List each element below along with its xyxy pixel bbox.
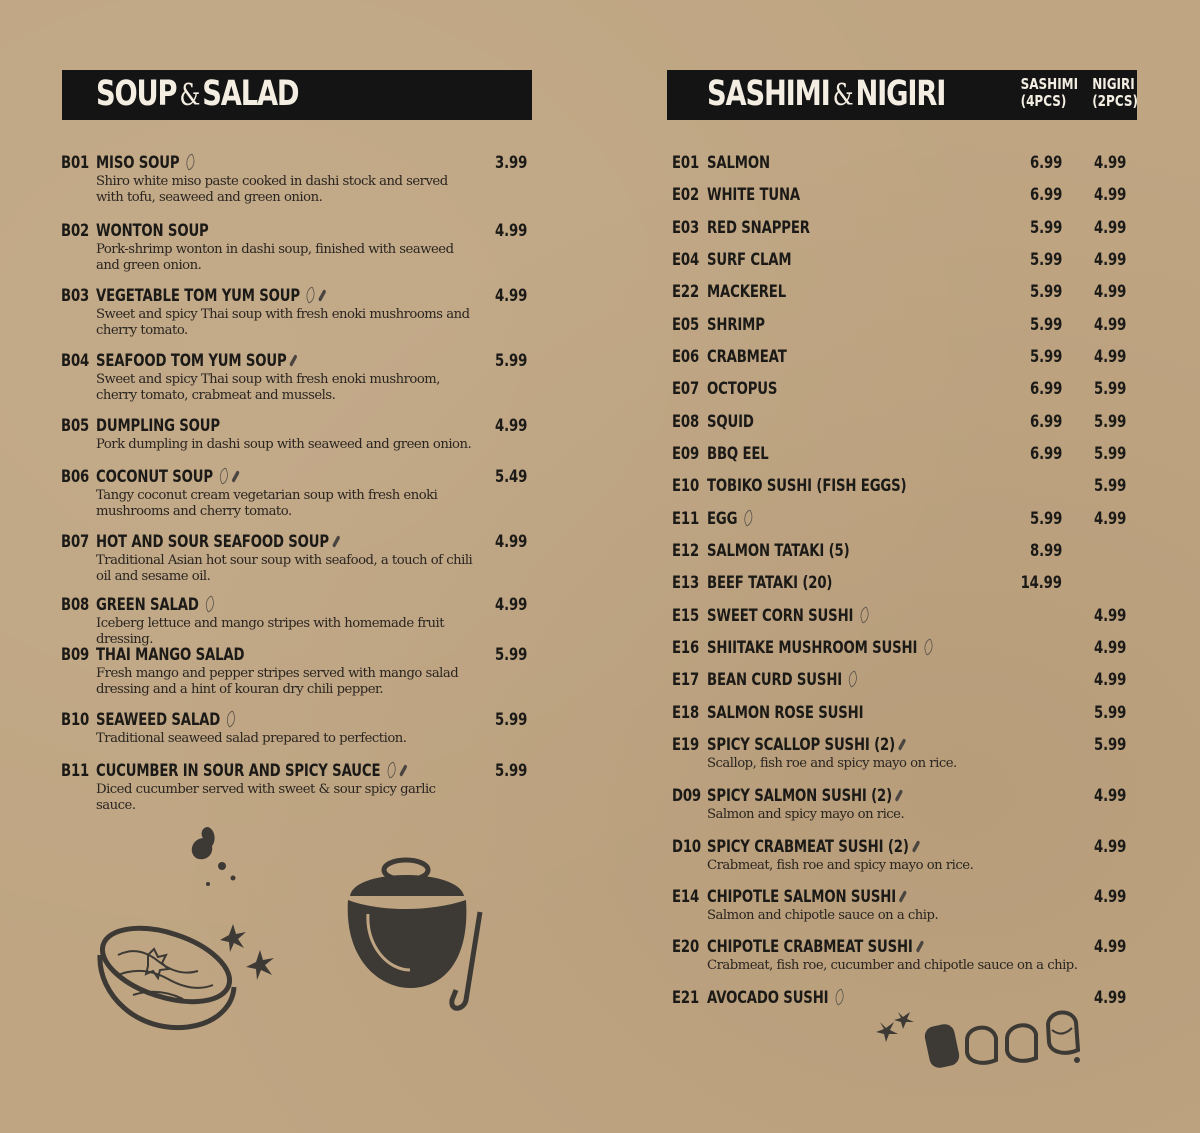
item-name (707, 837, 917, 857)
item-name (707, 282, 786, 302)
item-code: E08 (672, 412, 700, 432)
item-name-text: SEAWEED SALAD (96, 710, 221, 730)
leaf-icon (225, 710, 238, 728)
item-description: Fresh mango and pepper stripes served with mango salad dressing and a hint of kouran dry chili pepper. (96, 666, 459, 697)
item-name-text: CHIPOTLE SALMON SUSHI (707, 887, 896, 907)
item-name-text: SALMON TATAKI (5) (707, 541, 850, 561)
item-description: Iceberg lettuce and mango stripes with homemade fruit dressing. (96, 616, 445, 647)
item-name (707, 476, 906, 496)
leaf-icon (858, 606, 871, 624)
item-code: E10 (672, 476, 700, 496)
chili-pepper-icon (332, 535, 340, 548)
item-code: E05 (672, 315, 700, 335)
item-name-text: VEGETABLE TOM YUM SOUP (96, 286, 300, 306)
item-name (96, 467, 237, 487)
nigiri-price: 4.99 (1093, 670, 1126, 690)
sashimi-price: 5.99 (1029, 282, 1062, 302)
item-description: Diced cucumber served with sweet & sour spicy garlic sauce. (96, 782, 436, 813)
item-name-text: SHIITAKE MUSHROOM SUSHI (707, 638, 918, 658)
star-anise-icon (218, 922, 278, 982)
item-name-text: HOT AND SOUR SEAFOOD SOUP (96, 532, 329, 552)
leaf-icon (385, 761, 398, 779)
nigiri-price: 5.99 (1093, 476, 1126, 496)
sashimi-nigiri-title (707, 74, 945, 114)
item-description: Pork-shrimp wonton in dashi soup, finished with seaweed and green onion. (96, 242, 454, 273)
chili-pepper-icon (289, 354, 297, 367)
nigiri-price: 5.99 (1093, 703, 1126, 723)
item-name (96, 645, 244, 665)
item-code: E07 (672, 379, 700, 399)
nigiri-price: 4.99 (1093, 509, 1126, 529)
menu-item (672, 887, 1142, 927)
chili-pepper-icon (895, 789, 903, 802)
nigiri-column-pieces: (2PCS) (1092, 92, 1138, 110)
item-name (707, 412, 754, 432)
soup-pot-illustration (340, 850, 500, 1020)
item-name-text: CHIPOTLE CRABMEAT SUSHI (707, 937, 913, 957)
item-name (707, 606, 869, 626)
item-name (707, 703, 863, 723)
item-price: 5.99 (494, 351, 527, 371)
nigiri-price: 4.99 (1093, 937, 1126, 957)
sashimi-price: 5.99 (1029, 509, 1062, 529)
item-code: B07 (61, 532, 90, 552)
menu-item (61, 761, 531, 813)
menu-item (61, 351, 531, 403)
item-price: 5.49 (494, 467, 527, 487)
item-code: E04 (672, 250, 700, 270)
item-name-text: CUCUMBER IN SOUR AND SPICY SAUCE (96, 761, 381, 781)
nigiri-price: 4.99 (1093, 837, 1126, 857)
nigiri-price: 4.99 (1093, 988, 1126, 1008)
menu-item (61, 467, 531, 519)
menu-item (672, 837, 1142, 877)
item-code: E14 (672, 887, 700, 907)
item-name-text: SWEET CORN SUSHI (707, 606, 854, 626)
sashimi-price: 6.99 (1029, 444, 1062, 464)
menu-item (61, 532, 531, 584)
item-code: E17 (672, 670, 700, 690)
item-description: Traditional seaweed salad prepared to perfection. (96, 731, 407, 746)
item-name-text: WONTON SOUP (96, 221, 209, 241)
sashimi-price: 6.99 (1029, 185, 1062, 205)
item-code: E13 (672, 573, 700, 593)
menu-item (61, 595, 531, 647)
item-code: D09 (672, 786, 701, 806)
leaf-icon (846, 670, 859, 688)
item-name (707, 218, 810, 238)
item-name-text: BBQ EEL (707, 444, 769, 464)
item-name (96, 532, 338, 552)
item-name-text: SEAFOOD TOM YUM SOUP (96, 351, 287, 371)
sashimi-price: 8.99 (1029, 541, 1062, 561)
item-name (707, 887, 905, 907)
item-code: B05 (61, 416, 90, 436)
item-code: E09 (672, 444, 700, 464)
chili-pepper-icon (912, 840, 920, 853)
chili-pepper-icon (318, 289, 326, 302)
item-code: E15 (672, 606, 700, 626)
title-ampersand: & (179, 78, 200, 113)
item-code: E18 (672, 703, 700, 723)
item-price: 4.99 (494, 595, 527, 615)
item-name (96, 153, 195, 173)
item-name (707, 315, 765, 335)
soup-salad-header (62, 70, 532, 120)
item-name-text: MISO SOUP (96, 153, 180, 173)
item-name (707, 509, 753, 529)
item-description: Sweet and spicy Thai soup with fresh enoki mushroom, cherry tomato, crabmeat and mussels. (96, 372, 440, 403)
item-name-text: DUMPLING SOUP (96, 416, 220, 436)
menu-item (61, 645, 531, 697)
item-name (707, 347, 787, 367)
nigiri-price: 4.99 (1093, 315, 1126, 335)
item-name (96, 595, 214, 615)
item-name-text: SURF CLAM (707, 250, 792, 270)
nigiri-price: 5.99 (1093, 412, 1126, 432)
item-name-text: SPICY CRABMEAT SUSHI (2) (707, 837, 909, 857)
item-name-text: GREEN SALAD (96, 595, 199, 615)
nigiri-price: 5.99 (1093, 735, 1126, 755)
item-price: 3.99 (494, 153, 527, 173)
sauce-drops-illustration (178, 822, 248, 892)
item-name (707, 988, 844, 1008)
chili-pepper-icon (899, 890, 907, 903)
item-name-text: TOBIKO SUSHI (FISH EGGS) (707, 476, 907, 496)
nigiri-price: 4.99 (1093, 185, 1126, 205)
item-name-text: BEEF TATAKI (20) (707, 573, 833, 593)
item-name (96, 761, 405, 781)
item-name (96, 416, 220, 436)
item-name (707, 735, 904, 755)
item-name-text: EGG (707, 509, 738, 529)
item-description: Shiro white miso paste cooked in dashi stock and served with tofu, seaweed and green onion. (96, 174, 448, 205)
title-ampersand: & (832, 78, 853, 113)
item-description: Sweet and spicy Thai soup with fresh enoki mushrooms and cherry tomato. (96, 307, 470, 338)
nigiri-price: 4.99 (1093, 153, 1126, 173)
chili-pepper-icon (898, 738, 906, 751)
item-code: E16 (672, 638, 700, 658)
item-description: Salmon and spicy mayo on rice. (707, 807, 905, 822)
nigiri-column-header (1092, 75, 1138, 110)
leaf-icon (922, 638, 935, 656)
item-code: B10 (61, 710, 90, 730)
item-name-text: THAI MANGO SALAD (96, 645, 245, 665)
item-name (96, 710, 236, 730)
item-name-text: CRABMEAT (707, 347, 787, 367)
item-description: Tangy coconut cream vegetarian soup with fresh enoki mushrooms and cherry tomato. (96, 488, 438, 519)
item-description: Crabmeat, fish roe and spicy mayo on rice. (707, 858, 974, 873)
item-name (707, 937, 921, 957)
item-name-text: WHITE TUNA (707, 185, 800, 205)
item-name-text: AVOCADO SUSHI (707, 988, 829, 1008)
item-name (96, 221, 209, 241)
chili-pepper-icon (916, 940, 924, 953)
title-part1: SASHIMI (707, 74, 830, 114)
item-code: E21 (672, 988, 700, 1008)
item-name (707, 670, 858, 690)
sashimi-price: 5.99 (1029, 347, 1062, 367)
nigiri-price: 5.99 (1093, 444, 1126, 464)
item-name-text: SALMON (707, 153, 770, 173)
item-code: B08 (61, 595, 90, 615)
item-name (707, 786, 901, 806)
sashimi-nigiri-header (667, 70, 1137, 120)
item-code: E12 (672, 541, 700, 561)
item-description: Pork dumpling in dashi soup with seaweed and green onion. (96, 437, 472, 452)
item-description: Crabmeat, fish roe, cucumber and chipotle sauce on a chip. (707, 958, 1078, 973)
menu-item (672, 786, 1142, 826)
item-code: B11 (61, 761, 90, 781)
chili-pepper-icon (399, 764, 407, 777)
menu-item (61, 153, 531, 205)
item-price: 4.99 (494, 286, 527, 306)
item-code: B04 (61, 351, 90, 371)
leaf-icon (833, 988, 846, 1006)
sushi-pieces-illustration (872, 1000, 1102, 1090)
sashimi-column-header (1020, 75, 1079, 110)
menu-item (61, 710, 531, 754)
item-price: 4.99 (494, 532, 527, 552)
item-code: B01 (61, 153, 90, 173)
sashimi-price: 6.99 (1029, 412, 1062, 432)
item-name (707, 541, 849, 561)
item-name-text: SPICY SALMON SUSHI (2) (707, 786, 893, 806)
item-price: 4.99 (494, 416, 527, 436)
item-price: 5.99 (494, 761, 527, 781)
item-code: D10 (672, 837, 701, 857)
title-part2: NIGIRI (855, 74, 946, 114)
menu-item (61, 416, 531, 460)
nigiri-price: 4.99 (1093, 282, 1126, 302)
nigiri-price: 4.99 (1093, 606, 1126, 626)
item-name (96, 286, 324, 306)
nigiri-price: 4.99 (1093, 347, 1126, 367)
item-price: 4.99 (494, 221, 527, 241)
item-code: B03 (61, 286, 90, 306)
item-code: B06 (61, 467, 90, 487)
title-part1: SOUP (96, 74, 177, 114)
sashimi-price: 5.99 (1029, 218, 1062, 238)
sashimi-column-label: SASHIMI (1020, 75, 1079, 93)
item-name-text: OCTOPUS (707, 379, 778, 399)
item-name (707, 379, 777, 399)
item-name (96, 351, 295, 371)
leaf-icon (304, 286, 317, 304)
nigiri-price: 4.99 (1093, 887, 1126, 907)
title-part2: SALAD (202, 74, 299, 114)
menu-item (61, 221, 531, 273)
soup-salad-title (96, 74, 298, 114)
leaf-icon (184, 153, 197, 171)
sashimi-price: 6.99 (1029, 153, 1062, 173)
menu-item (672, 735, 1142, 775)
nigiri-price: 4.99 (1093, 638, 1126, 658)
nigiri-price: 4.99 (1093, 786, 1126, 806)
item-code: E06 (672, 347, 700, 367)
sashimi-price: 5.99 (1029, 315, 1062, 335)
nigiri-price: 4.99 (1093, 250, 1126, 270)
chili-pepper-icon (231, 470, 239, 483)
item-code: B09 (61, 645, 90, 665)
item-description: Salmon and chipotle sauce on a chip. (707, 908, 939, 923)
leaf-icon (203, 595, 216, 613)
item-name (707, 444, 769, 464)
leaf-icon (217, 467, 230, 485)
item-code: E19 (672, 735, 700, 755)
item-code: E02 (672, 185, 700, 205)
item-code: E22 (672, 282, 700, 302)
item-description: Scallop, fish roe and spicy mayo on rice. (707, 756, 957, 771)
item-code: B02 (61, 221, 90, 241)
item-description: Traditional Asian hot sour soup with seafood, a touch of chili oil and sesame oil. (96, 553, 473, 584)
item-price: 5.99 (494, 710, 527, 730)
item-name (707, 185, 800, 205)
item-name-text: SHRIMP (707, 315, 765, 335)
leaf-icon (742, 509, 755, 527)
sashimi-price: 14.99 (1020, 573, 1062, 593)
item-code: E11 (672, 509, 700, 529)
item-name-text: SALMON ROSE SUSHI (707, 703, 864, 723)
item-name-text: SQUID (707, 412, 754, 432)
nigiri-column-label: NIGIRI (1092, 75, 1135, 93)
item-name-text: COCONUT SOUP (96, 467, 213, 487)
item-name-text: SPICY SCALLOP SUSHI (2) (707, 735, 896, 755)
item-name (707, 153, 770, 173)
item-name-text: MACKEREL (707, 282, 786, 302)
item-name-text: BEAN CURD SUSHI (707, 670, 843, 690)
item-price: 5.99 (494, 645, 527, 665)
nigiri-price: 4.99 (1093, 218, 1126, 238)
item-name (707, 573, 832, 593)
item-code: E20 (672, 937, 700, 957)
item-code: E01 (672, 153, 700, 173)
item-code: E03 (672, 218, 700, 238)
item-name-text: RED SNAPPER (707, 218, 810, 238)
item-name (707, 250, 791, 270)
item-name (707, 638, 933, 658)
sashimi-price: 6.99 (1029, 379, 1062, 399)
menu-item (672, 937, 1142, 977)
sashimi-column-pieces: (4PCS) (1020, 92, 1067, 110)
menu-item (61, 286, 531, 338)
nigiri-price: 5.99 (1093, 379, 1126, 399)
sashimi-price: 5.99 (1029, 250, 1062, 270)
